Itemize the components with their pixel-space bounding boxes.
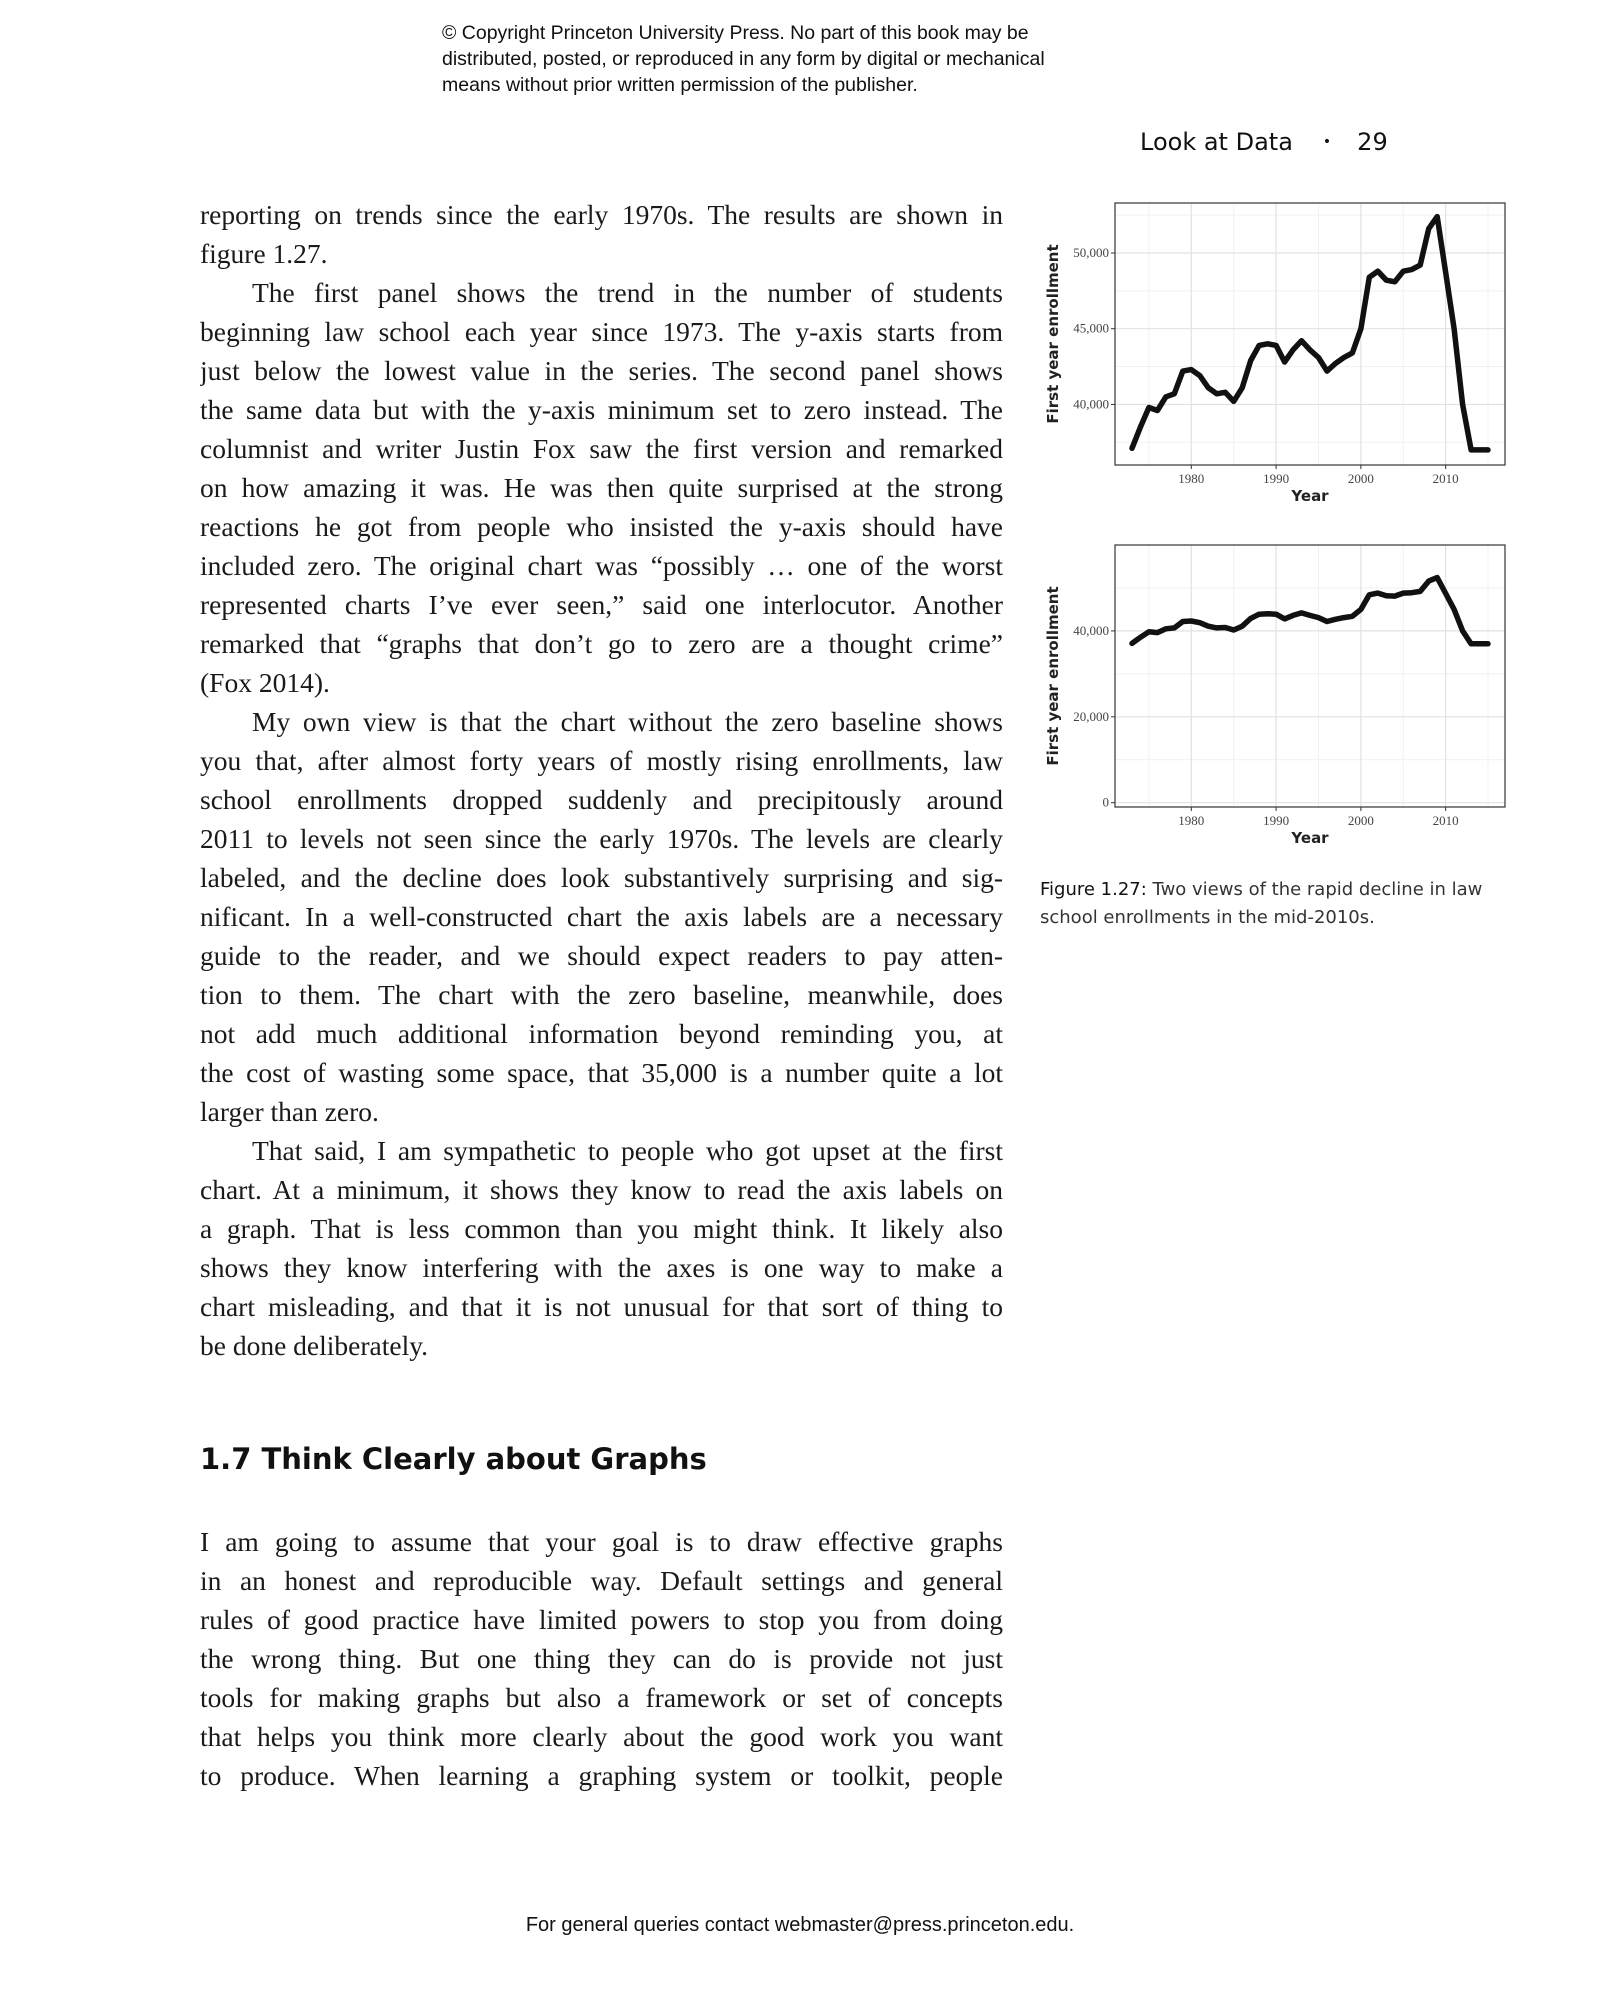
chart-panel-1 — [1044, 203, 1505, 505]
body-paragraphs — [200, 195, 1003, 1365]
text-line: the cost of wasting some space, that 35,000 is a number quite a lot — [200, 1057, 1003, 1088]
text-line: 2011 to levels not seen since the early 1970s. The levels are clearly — [200, 823, 1003, 854]
y-tick-label: 50,000 — [1073, 244, 1109, 260]
text-line: rules of good practice have limited powers to stop you from doing — [200, 1604, 1003, 1635]
text-line: columnist and writer Justin Fox saw the first version and remarked — [200, 433, 1003, 464]
text-line: be done deliberately. — [200, 1330, 429, 1361]
text-line: a graph. That is less common than you might think. It likely also — [200, 1213, 1003, 1244]
text-line: the wrong thing. But one thing they can do is provide not just — [200, 1643, 1003, 1674]
x-tick-label: 2010 — [1432, 813, 1459, 828]
section-heading: 1.7 Think Clearly about Graphs — [200, 1442, 707, 1476]
bullet-separator: • — [1322, 134, 1332, 150]
text-line: in an honest and reproducible way. Default settings and general — [200, 1565, 1003, 1596]
text-line: tion to them. The chart with the zero baseline, meanwhile, does — [200, 979, 1003, 1010]
y-axis-title: First year enrollment — [1044, 586, 1062, 766]
section-paragraph — [200, 1522, 1003, 1795]
copyright-line: means without prior written permission of the publisher. — [442, 74, 918, 96]
text-line: represented charts I’ve ever seen,” said one interlocutor. Another — [200, 589, 1003, 620]
figure-caption — [1040, 876, 1500, 932]
text-line: to produce. When learning a graphing system or toolkit, people — [200, 1760, 1003, 1791]
x-tick-label: 1980 — [1178, 471, 1205, 486]
text-line: chart. At a minimum, it shows they know to read the axis labels on — [200, 1174, 1003, 1205]
y-tick-label: 0 — [1102, 794, 1109, 810]
text-line: remarked that “graphs that don’t go to zero are a thought crime” — [200, 628, 1003, 659]
text-line: figure 1.27. — [200, 238, 328, 269]
text-line: reporting on trends since the early 1970s. The results are shown in — [200, 199, 1003, 230]
text-line: That said, I am sympathetic to people who got upset at the first — [252, 1135, 1003, 1166]
x-tick-label: 2000 — [1347, 813, 1374, 828]
running-title: Look at Data — [1140, 128, 1293, 156]
text-line: on how amazing it was. He was then quite surprised at the strong — [200, 472, 1003, 503]
x-axis-title: Year — [1291, 829, 1329, 847]
text-line: not add much additional information beyond reminding you, at — [200, 1018, 1003, 1049]
text-line: larger than zero. — [200, 1096, 379, 1127]
x-tick-label: 2010 — [1432, 471, 1459, 486]
text-line: school enrollments dropped suddenly and precipitously around — [200, 784, 1003, 815]
text-line: included zero. The original chart was “possibly … one of the worst — [200, 550, 1003, 581]
text-line: nificant. In a well-constructed chart the axis labels are a necessary — [200, 901, 1003, 932]
y-tick-label: 40,000 — [1073, 396, 1109, 412]
text-line: labeled, and the decline does look substantively surprising and sig- — [200, 862, 1003, 893]
panel-border — [1115, 203, 1505, 465]
x-tick-label: 1990 — [1263, 471, 1290, 486]
text-line: chart misleading, and that it is not unusual for that sort of thing to — [200, 1291, 1003, 1322]
enrollment-line — [1132, 217, 1488, 450]
text-line: beginning law school each year since 1973. The y-axis starts from — [200, 316, 1003, 347]
y-axis-title: First year enrollment — [1044, 244, 1062, 424]
text-line: I am going to assume that your goal is to draw effective graphs — [200, 1526, 1003, 1557]
copyright-line: © Copyright Princeton University Press. No part of this book may be — [442, 22, 1029, 44]
x-tick-label: 1980 — [1178, 813, 1205, 828]
y-tick-label: 45,000 — [1073, 320, 1109, 336]
text-line: tools for making graphs but also a framework or set of concepts — [200, 1682, 1003, 1713]
copyright-notice — [442, 20, 1182, 98]
footer-contact: For general queries contact webmaster@press.princeton.edu. — [525, 1914, 1075, 1936]
running-head — [1140, 124, 1410, 160]
text-line: the same data but with the y-axis minimum set to zero instead. The — [200, 394, 1003, 425]
text-line: reactions he got from people who insisted the y-axis should have — [200, 511, 1003, 542]
text-line: you that, after almost forty years of mostly rising enrollments, law — [200, 745, 1003, 776]
figure-label: Figure 1.27: — [1040, 879, 1147, 900]
x-tick-label: 2000 — [1347, 471, 1374, 486]
page-number: 29 — [1357, 128, 1388, 156]
y-tick-label: 20,000 — [1073, 708, 1109, 724]
text-line: The first panel shows the trend in the number of students — [252, 277, 1003, 308]
text-line: My own view is that the chart without the zero baseline shows — [252, 706, 1003, 737]
x-axis-title: Year — [1291, 487, 1329, 505]
text-line: guide to the reader, and we should expect readers to pay atten- — [200, 940, 1003, 971]
caption-text: Two views of the rapid decline in law — [1146, 879, 1483, 900]
text-line: just below the lowest value in the series. The second panel shows — [200, 355, 1003, 386]
figure-1-27 — [1040, 195, 1520, 860]
chart-panel-2 — [1044, 545, 1505, 847]
caption-text: school enrollments in the mid-2010s. — [1040, 907, 1375, 928]
text-line: shows they know interfering with the axes is one way to make a — [200, 1252, 1003, 1283]
text-line: that helps you think more clearly about the good work you want — [200, 1721, 1003, 1752]
x-tick-label: 1990 — [1263, 813, 1290, 828]
y-tick-label: 40,000 — [1073, 622, 1109, 638]
panel-border — [1115, 545, 1505, 807]
copyright-line: distributed, posted, or reproduced in any form by digital or mechanical — [442, 48, 1045, 70]
text-line: (Fox 2014). — [200, 667, 330, 698]
